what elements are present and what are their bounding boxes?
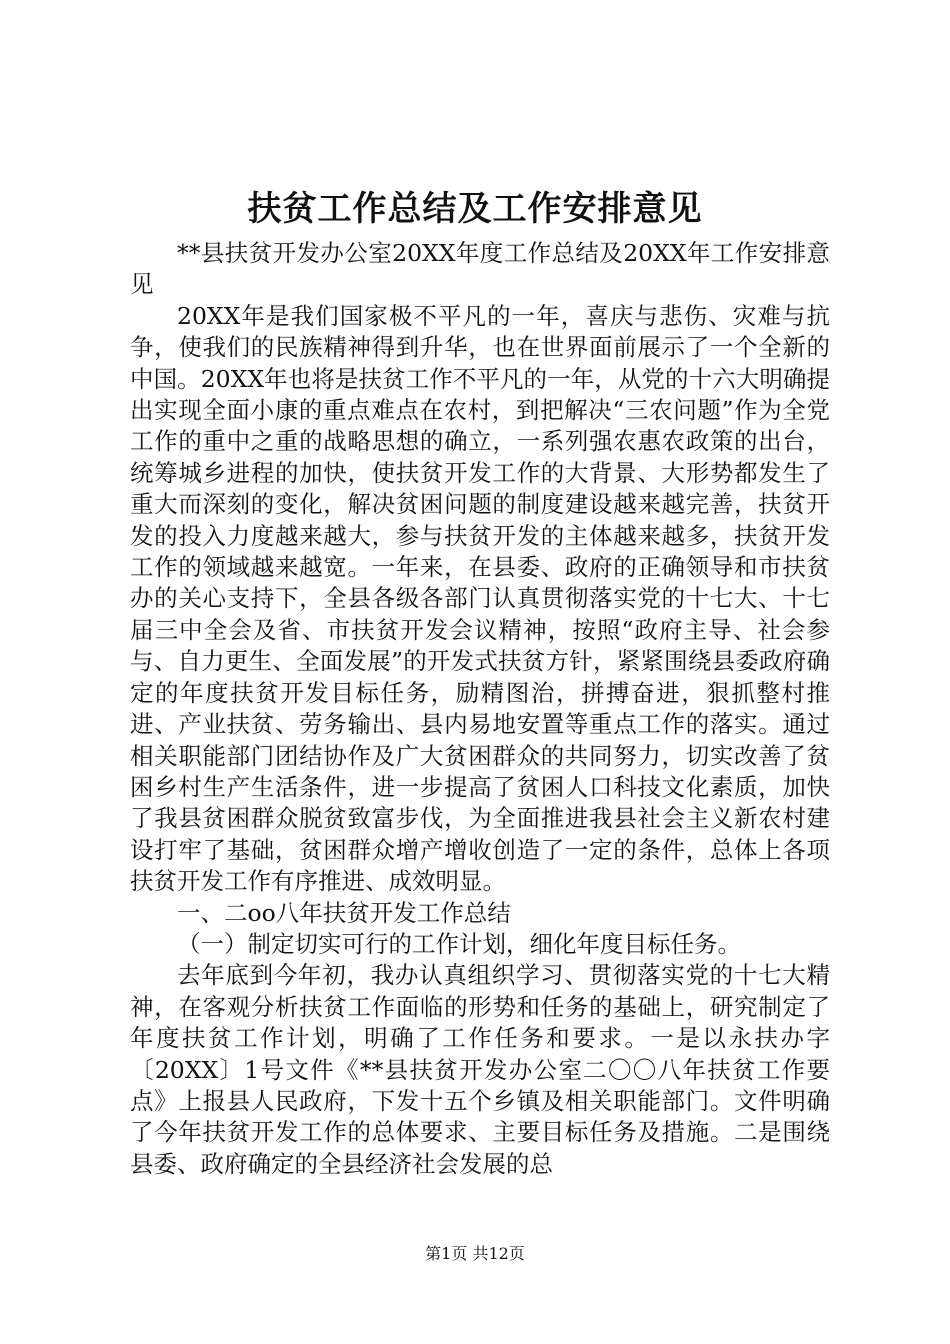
document-body: [130, 238, 830, 1180]
paragraph-subtitle: **县扶贫开发办公室20XX年度工作总结及20XX年工作安排意见: [130, 239, 830, 299]
document-title: 扶贫工作总结及工作安排意见: [247, 189, 703, 229]
subsection-heading: （一）制定切实可行的工作计划，细化年度目标任务。: [177, 929, 741, 958]
page-number-footer: 第1页 共12页: [425, 1244, 525, 1263]
section-heading: 一、二oo八年扶贫开发工作总结: [177, 898, 511, 927]
paragraph-intro: 20XX年是我们国家极不平凡的一年，喜庆与悲伤、灾难与抗争，使我们的民族精神得到升华，也在世界面前展示了一个全新的中国。20XX年也将是扶贫工作不平凡的一年，从党的十六大明确提出实现全面小康的重点难点在农村，到把解决“三农问题”作为全党工作的重中之重的战略思想的确立，一系列强农惠农政策的出台，统筹城乡进程的加快，使扶贫开发工作的大背景、大形势都发生了重大而深刻的变化，解决贫困问题的制度建设越来越完善，扶贫开发的投入力度越来越大，参与扶贫开发的主体越来越多，扶贫开发工作的领域越来越宽。一年来，在县委、政府的正确领导和市扶贫办的关心支持下，全县各级各部门认真贯彻落实党的十七大、十七届三中全会及省、市扶贫开发会议精神，按照“政府主导、社会参与、自力更生、全面发展”的开发式扶贫方针，紧紧围绕县委政府确定的年度扶贫开发目标任务，励精图治，拼搏奋进，狠抓整村推进、产业扶贫、劳务输出、县内易地安置等重点工作的落实。通过相关职能部门团结协作及广大贫困群众的共同努力，切实改善了贫困乡村生产生活条件，进一步提高了贫困人口科技文化素质，加快了我县贫困群众脱贫致富步伐，为全面推进我县社会主义新农村建设打牢了基础，贫困群众增产增收创造了一定的条件，总体上各项扶贫开发工作有序推进、成效明显。: [130, 301, 830, 896]
paragraph-body: 去年底到今年初，我办认真组织学习、贯彻落实党的十七大精神，在客观分析扶贫工作面临的形势和任务的基础上，研究制定了年度扶贫工作计划，明确了工作任务和要求。一是以永扶办字〔20XX〕1号文件《**县扶贫开发办公室二〇〇八年扶贫工作要点》上报县人民政府，下发十五个乡镇及相关职能部门。文件明确了今年扶贫开发工作的总体要求、主要目标任务及措施。二是围绕县委、政府确定的全县经济社会发展的总: [130, 961, 830, 1178]
